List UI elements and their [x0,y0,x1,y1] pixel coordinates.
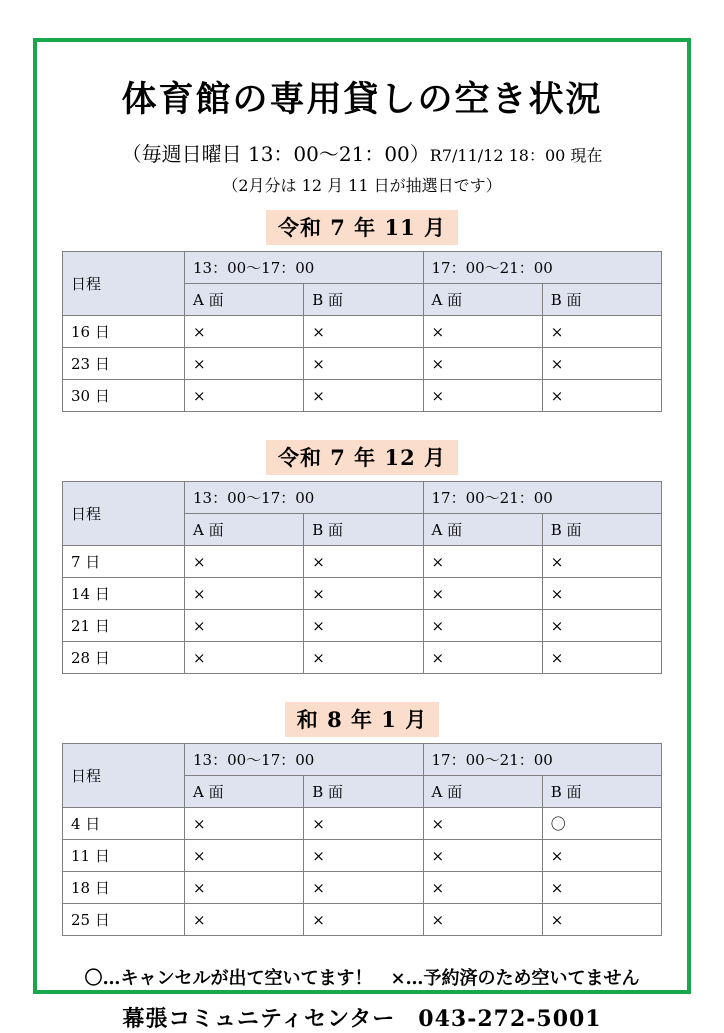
header-side-a: A 面 [423,776,542,808]
availability-cell: × [304,348,423,380]
header-side-a: A 面 [185,776,304,808]
table-row [63,840,662,872]
row-date: 23 日 [63,348,185,380]
row-date: 14 日 [63,578,185,610]
header-date: 日程 [63,744,185,808]
availability-cell: × [304,904,423,936]
header-slot-2: 17：00〜21：00 [423,252,662,284]
availability-cell: × [304,316,423,348]
availability-cell: × [304,578,423,610]
subtitle-asof: R7/11/12 18：00 現在 [429,146,603,165]
availability-cell: × [542,872,661,904]
availability-cell: × [423,840,542,872]
header-side-a: A 面 [423,284,542,316]
availability-table [62,743,662,936]
header-date: 日程 [63,252,185,316]
availability-cell: × [185,348,304,380]
table-row [63,316,662,348]
legend-open: 〇…キャンセルが出て空いてます！ [84,968,373,989]
month-label: 令和 7 年 11 月 [266,210,458,245]
header-side-b: B 面 [304,514,423,546]
row-date: 25 日 [63,904,185,936]
availability-cell: × [542,610,661,642]
table-header-row [63,482,662,514]
row-date: 18 日 [63,872,185,904]
header-side-b: B 面 [542,284,661,316]
availability-cell: × [423,316,542,348]
availability-cell: × [542,840,661,872]
month-tables [58,210,666,936]
availability-cell: × [542,316,661,348]
table-row [63,380,662,412]
availability-cell: × [542,546,661,578]
lottery-note: （2月分は 12 月 11 日が抽選日です） [222,176,502,195]
availability-cell: × [185,610,304,642]
availability-cell: × [304,840,423,872]
row-date: 4 日 [63,808,185,840]
availability-cell: × [185,578,304,610]
availability-cell: × [304,642,423,674]
availability-cell: × [185,546,304,578]
table-header-row [63,744,662,776]
row-date: 7 日 [63,546,185,578]
availability-cell: × [423,348,542,380]
availability-cell: × [542,904,661,936]
availability-cell: × [304,808,423,840]
header-side-b: B 面 [542,514,661,546]
availability-cell: × [185,904,304,936]
availability-cell: × [185,808,304,840]
availability-table [62,481,662,674]
header-side-b: B 面 [542,776,661,808]
header-slot-2: 17：00〜21：00 [423,482,662,514]
availability-cell: × [185,380,304,412]
table-row [63,642,662,674]
table-row [63,808,662,840]
availability-cell: × [423,578,542,610]
availability-table [62,251,662,412]
header-slot-1: 13：00〜17：00 [185,252,424,284]
availability-cell: × [185,872,304,904]
availability-cell: × [542,578,661,610]
availability-cell: × [542,642,661,674]
availability-cell: × [304,546,423,578]
legend [58,964,666,990]
table-row [63,610,662,642]
availability-cell: × [304,872,423,904]
table-row [63,546,662,578]
page-title: 体育館の専用貸しの空き状況 [121,79,603,120]
availability-cell: × [185,642,304,674]
row-date: 16 日 [63,316,185,348]
availability-cell: × [423,610,542,642]
availability-cell: × [542,348,661,380]
header-side-a: A 面 [185,514,304,546]
header-side-a: A 面 [185,284,304,316]
month-heading [58,440,666,475]
subtitle-hours: （毎週日曜日 13：00〜21：00） [121,142,430,166]
month-label: 和 8 年 1 月 [285,702,439,737]
row-date: 21 日 [63,610,185,642]
header-slot-2: 17：00〜21：00 [423,744,662,776]
header-date: 日程 [63,482,185,546]
availability-cell: × [185,840,304,872]
header-slot-1: 13：00〜17：00 [185,744,424,776]
table-row [63,578,662,610]
availability-cell: 〇 [542,808,661,840]
header-slot-1: 13：00〜17：00 [185,482,424,514]
table-header-row [63,252,662,284]
header-side-b: B 面 [304,284,423,316]
availability-cell: × [542,380,661,412]
poster-content [28,72,696,1033]
table-row [63,872,662,904]
footer-contact: 幕張コミュニティセンター 043-272-5001 [122,1006,602,1032]
availability-cell: × [423,872,542,904]
availability-cell: × [423,642,542,674]
availability-cell: × [423,546,542,578]
header-side-b: B 面 [304,776,423,808]
availability-cell: × [423,904,542,936]
row-date: 11 日 [63,840,185,872]
availability-cell: × [304,380,423,412]
row-date: 28 日 [63,642,185,674]
header-side-a: A 面 [423,514,542,546]
legend-closed: ×…予約済のため空いてません [390,968,640,989]
month-label: 令和 7 年 12 月 [266,440,458,475]
subtitle-line [58,138,666,167]
availability-cell: × [423,808,542,840]
availability-cell: × [423,380,542,412]
table-row [63,904,662,936]
month-heading [58,210,666,245]
availability-cell: × [185,316,304,348]
row-date: 30 日 [63,380,185,412]
availability-cell: × [304,610,423,642]
month-heading [58,702,666,737]
table-row [63,348,662,380]
